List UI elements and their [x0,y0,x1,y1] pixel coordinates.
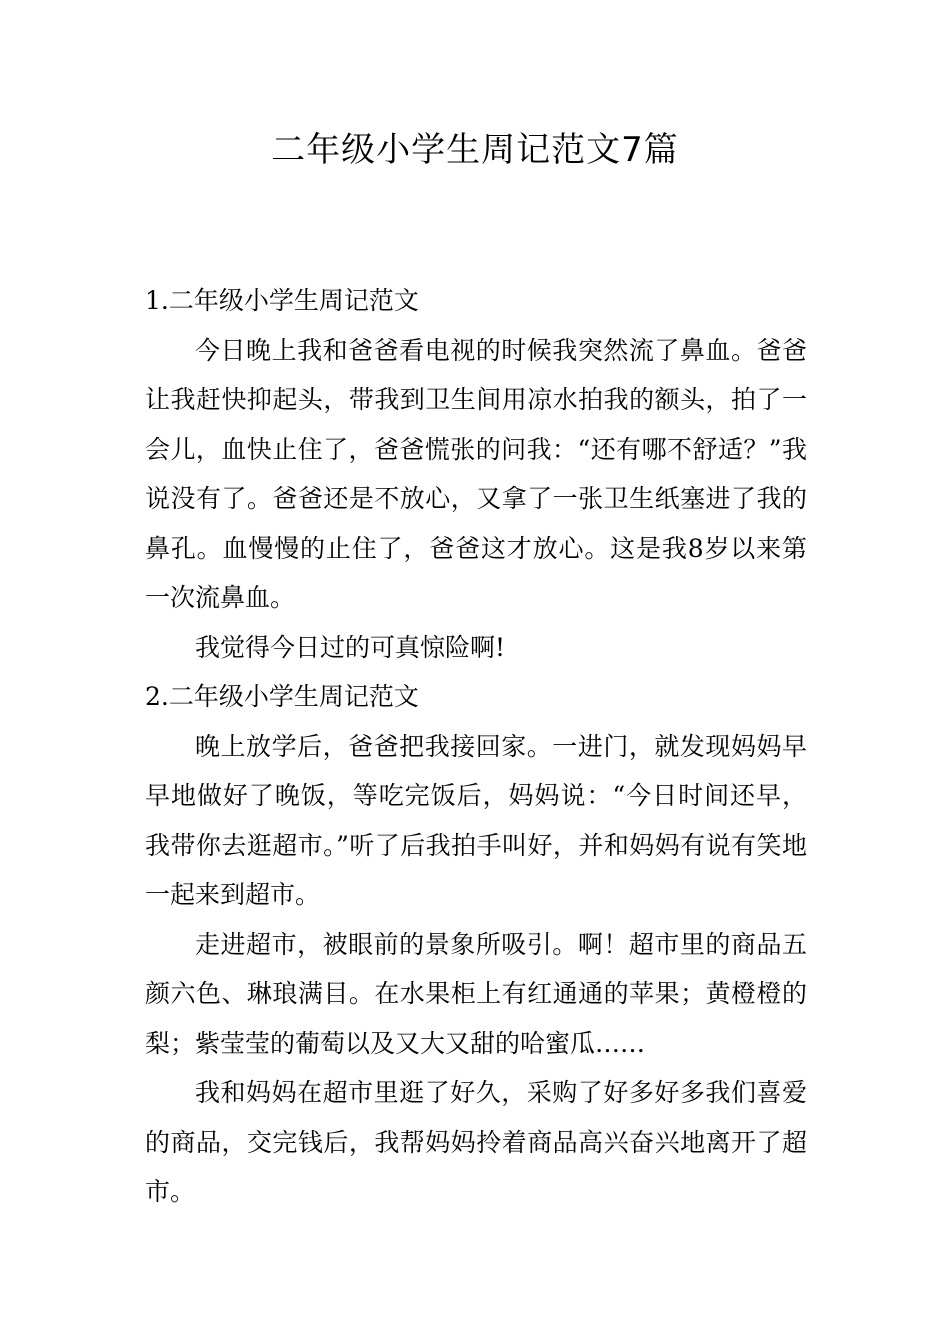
section-2 [145,672,807,1217]
document-body [145,276,807,1217]
paragraph: 今日晚上我和爸爸看电视的时候我突然流了鼻血。爸爸让我赶快抑起头，带我到卫生间用凉水拍我的额头，拍了一会儿，血快止住了，爸爸慌张的问我：“还有哪不舒适？”我说没有了。爸爸还是不放心，又拿了一张卫生纸塞进了我的鼻孔。血慢慢的止住了，爸爸这才放心。这是我8岁以来第一次流鼻血。 [145,335,807,612]
section-heading: 2.二年级小学生周记范文 [145,682,419,711]
section-heading: 1.二年级小学生周记范文 [145,286,419,315]
paragraph: 走进超市，被眼前的景象所吸引。啊！超市里的商品五颜六色、琳琅满目。在水果柜上有红通通的苹果；黄橙橙的梨；紫莹莹的葡萄以及又大又甜的哈蜜瓜…… [145,929,807,1058]
section-1 [145,276,807,672]
paragraph: 晚上放学后，爸爸把我接回家。一进门，就发现妈妈早早地做好了晚饭，等吃完饭后，妈妈说：“今日时间还早，我带你去逛超市。”听了后我拍手叫好，并和妈妈有说有笑地一起来到超市。 [145,731,807,909]
paragraph: 我觉得今日过的可真惊险啊! [195,632,506,662]
paragraph: 我和妈妈在超市里逛了好久，采购了好多好多我们喜爱的商品，交完钱后，我帮妈妈拎着商品高兴奋兴地离开了超市。 [145,1078,807,1206]
document-title: 二年级小学生周记范文7篇 [271,130,679,170]
